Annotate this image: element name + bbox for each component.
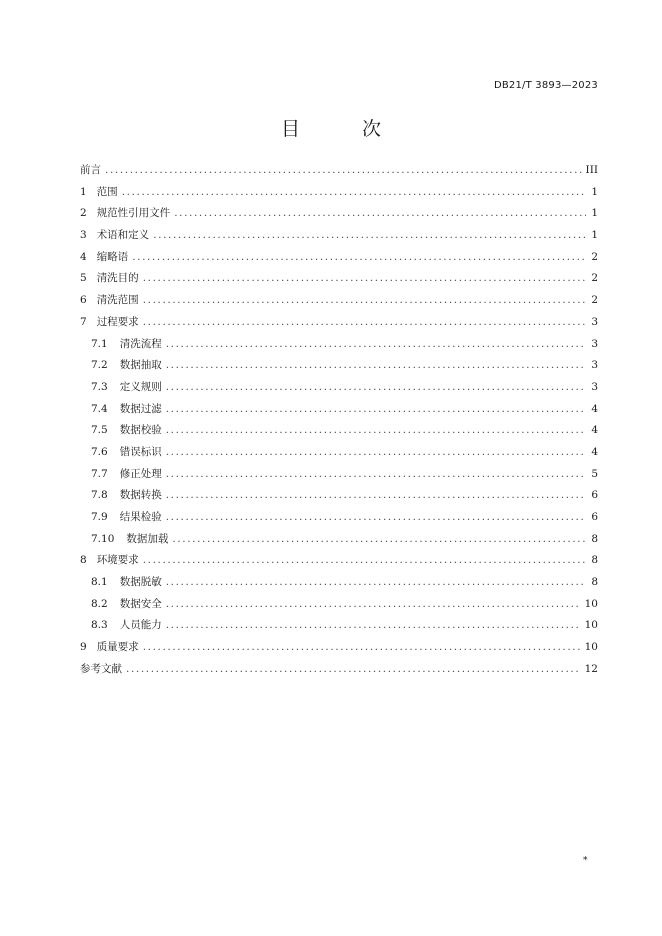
dot-leader <box>143 550 586 572</box>
toc-entry[interactable] <box>80 312 598 334</box>
toc-entry-page: 3 <box>591 337 598 350</box>
table-of-contents <box>80 160 598 681</box>
toc-subentry[interactable] <box>80 507 598 529</box>
toc-entry-label: 清洗目的 <box>96 272 139 285</box>
toc-entry-label: 范围 <box>96 185 118 198</box>
dot-leader <box>132 247 586 269</box>
toc-entry-label: 前言 <box>80 164 101 176</box>
toc-entry-label: 数据校验 <box>119 424 162 437</box>
dot-leader <box>143 290 586 312</box>
toc-entry-number: 7.2 <box>91 359 108 372</box>
dot-leader <box>126 659 581 681</box>
toc-entry-label: 人员能力 <box>119 619 162 632</box>
dot-leader <box>122 182 586 204</box>
toc-entry-number: 8.2 <box>91 597 108 610</box>
toc-entry-number: 5 <box>80 272 87 285</box>
toc-entry-label: 缩略语 <box>96 250 129 263</box>
toc-subentry[interactable] <box>80 334 598 356</box>
dot-leader <box>153 225 586 247</box>
toc-subentry[interactable] <box>80 377 598 399</box>
toc-entry-number: 1 <box>80 185 87 198</box>
dot-leader <box>143 268 586 290</box>
toc-entry[interactable] <box>80 225 598 247</box>
toc-entry-page: 4 <box>591 402 598 415</box>
toc-entry[interactable] <box>80 268 598 290</box>
toc-entry[interactable] <box>80 182 598 204</box>
toc-entry-number: 8 <box>80 554 87 567</box>
toc-entry-label: 参考文献 <box>80 662 122 675</box>
dot-leader <box>166 507 586 529</box>
toc-entry-number: 7.7 <box>91 467 108 480</box>
toc-entry[interactable] <box>80 160 598 182</box>
toc-entry-label: 结果检验 <box>119 511 162 523</box>
toc-subentry[interactable] <box>80 399 598 421</box>
toc-entry-page: 2 <box>591 272 598 285</box>
toc-entry-label: 错误标识 <box>119 445 162 458</box>
toc-entry-page: 6 <box>591 489 598 502</box>
dot-leader <box>166 485 586 507</box>
toc-entry-label: 数据转换 <box>119 489 162 502</box>
toc-entry-number: 7 <box>80 315 87 328</box>
toc-entry-number: 2 <box>80 207 87 220</box>
dot-leader <box>166 355 586 377</box>
toc-entry-label: 定义规则 <box>119 380 162 393</box>
toc-entry-number: 7.4 <box>91 402 108 415</box>
dot-leader <box>174 203 586 225</box>
toc-subentry[interactable] <box>80 594 598 616</box>
toc-subentry[interactable] <box>80 420 598 442</box>
dot-leader <box>166 615 581 637</box>
toc-entry-number: 7.3 <box>91 380 108 393</box>
dot-leader <box>166 464 586 486</box>
toc-entry-label: 数据抽取 <box>119 359 162 372</box>
toc-entry-page: 3 <box>591 315 598 328</box>
toc-entry[interactable] <box>80 550 598 572</box>
toc-entry-page: 6 <box>591 511 598 523</box>
toc-entry-page: 1 <box>591 207 598 220</box>
toc-entry-page: 2 <box>591 250 598 263</box>
toc-entry-page: 8 <box>591 554 598 567</box>
toc-entry-page: III <box>585 164 598 176</box>
document-code: DB21/T 3893—2023 <box>493 80 598 91</box>
toc-entry-page: 10 <box>584 597 598 610</box>
dot-leader <box>105 160 582 182</box>
toc-entry-page: 8 <box>591 532 598 545</box>
toc-entry-label: 过程要求 <box>96 315 139 328</box>
toc-entry-number: 7.10 <box>91 532 115 545</box>
toc-entry-number: 9 <box>80 641 87 654</box>
toc-entry-label: 数据脱敏 <box>119 576 162 589</box>
toc-entry-label: 清洗流程 <box>119 337 162 350</box>
toc-entry-number: 7.6 <box>91 445 108 458</box>
toc-entry-page: 4 <box>591 424 598 437</box>
dot-leader <box>166 399 586 421</box>
toc-entry-page: 10 <box>584 641 598 654</box>
toc-entry-number: 7.1 <box>91 337 108 350</box>
toc-entry-number: 7.5 <box>91 424 108 437</box>
toc-entry-label: 质量要求 <box>96 641 139 654</box>
toc-entry-number: 8.3 <box>91 619 108 632</box>
toc-entry-page: 8 <box>591 576 598 589</box>
toc-subentry[interactable] <box>80 464 598 486</box>
toc-entry-page: 1 <box>591 185 598 198</box>
toc-entry-page: 2 <box>591 294 598 307</box>
toc-entry-label: 数据安全 <box>119 597 162 610</box>
toc-entry-page: 3 <box>591 380 598 393</box>
toc-entry-label: 修正处理 <box>119 467 162 480</box>
toc-entry-number: 6 <box>80 294 87 307</box>
toc-subentry[interactable] <box>80 485 598 507</box>
toc-entry-page: 3 <box>591 359 598 372</box>
dot-leader <box>166 442 586 464</box>
dot-leader <box>143 312 586 334</box>
toc-subentry[interactable] <box>80 442 598 464</box>
toc-entry[interactable] <box>80 290 598 312</box>
toc-entry-number: 4 <box>80 250 87 263</box>
toc-subentry[interactable] <box>80 572 598 594</box>
toc-entry-number: 3 <box>80 229 87 242</box>
toc-subentry[interactable] <box>80 355 598 377</box>
toc-entry-page: 12 <box>584 662 598 675</box>
toc-subentry[interactable] <box>80 615 598 637</box>
toc-entry-number: 7.8 <box>91 489 108 502</box>
dot-leader <box>166 377 586 399</box>
dot-leader <box>166 594 581 616</box>
footer-mark: * <box>583 856 588 866</box>
toc-entry-page: 10 <box>584 619 598 632</box>
toc-entry[interactable] <box>80 637 598 659</box>
toc-entry-number: 7.9 <box>91 511 108 523</box>
toc-entry-number: 8.1 <box>91 576 108 589</box>
toc-entry[interactable] <box>80 203 598 225</box>
dot-leader <box>143 637 581 659</box>
toc-title: 目 次 <box>280 118 410 140</box>
dot-leader <box>166 572 586 594</box>
toc-entry-page: 1 <box>591 229 598 242</box>
toc-entry[interactable] <box>80 247 598 269</box>
dot-leader <box>166 334 586 356</box>
dot-leader <box>166 420 586 442</box>
dot-leader <box>172 529 586 551</box>
toc-entry-label: 数据加载 <box>126 532 169 545</box>
toc-entry-label: 术语和定义 <box>96 229 150 242</box>
toc-entry-label: 规范性引用文件 <box>96 207 171 220</box>
toc-entry-label: 环境要求 <box>96 554 139 567</box>
toc-entry-label: 数据过滤 <box>119 402 162 415</box>
toc-entry-page: 4 <box>591 445 598 458</box>
toc-subentry[interactable] <box>80 529 598 551</box>
toc-entry-label: 清洗范围 <box>96 294 139 307</box>
toc-entry[interactable] <box>80 659 598 681</box>
toc-entry-page: 5 <box>591 467 598 480</box>
